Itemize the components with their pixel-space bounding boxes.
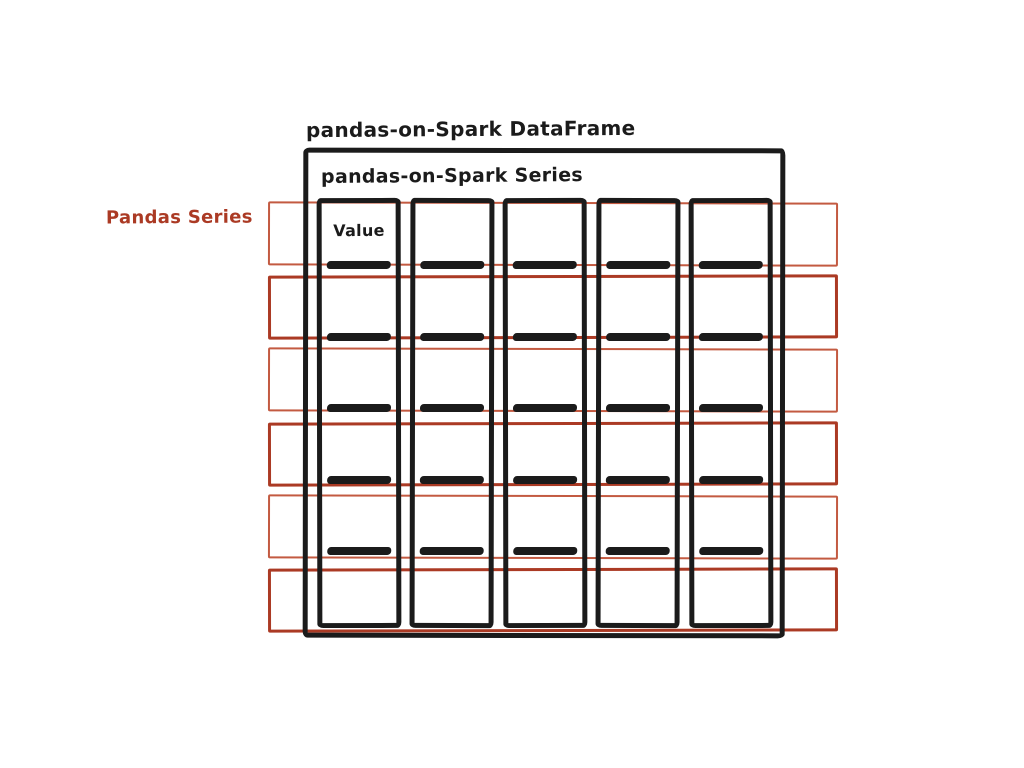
partition-divider	[699, 404, 763, 412]
partition-divider	[606, 261, 670, 269]
partition-divider	[420, 404, 484, 412]
spark-series-column	[596, 198, 681, 628]
partition-divider	[513, 261, 577, 269]
partition-divider	[327, 333, 391, 341]
partition-divider	[420, 333, 484, 341]
partition-divider	[327, 547, 391, 555]
partition-divider	[606, 476, 670, 484]
spark-series-label: pandas-on-Spark Series	[320, 164, 584, 188]
spark-series-column	[410, 198, 495, 628]
partition-divider	[513, 547, 577, 555]
partition-divider	[606, 404, 670, 412]
partition-divider	[420, 476, 484, 484]
partition-divider	[420, 547, 484, 555]
partition-divider	[327, 476, 391, 484]
partition-divider	[699, 547, 763, 555]
partition-divider	[327, 404, 391, 412]
partition-divider	[327, 261, 391, 269]
partition-divider	[699, 333, 763, 341]
partition-divider	[513, 333, 577, 341]
partition-divider	[699, 261, 763, 269]
partition-divider	[420, 261, 484, 269]
spark-series-column	[689, 198, 774, 628]
pandas-series-label: Pandas Series	[105, 206, 253, 229]
partition-divider	[606, 333, 670, 341]
dataframe-title: pandas-on-Spark DataFrame	[305, 115, 636, 143]
partition-divider	[606, 547, 670, 555]
spark-series-column	[503, 198, 588, 628]
partition-divider	[699, 476, 763, 484]
partition-divider	[513, 404, 577, 412]
spark-series-column	[317, 198, 402, 628]
partition-divider	[513, 476, 577, 484]
value-cell-label: Value	[333, 220, 385, 241]
